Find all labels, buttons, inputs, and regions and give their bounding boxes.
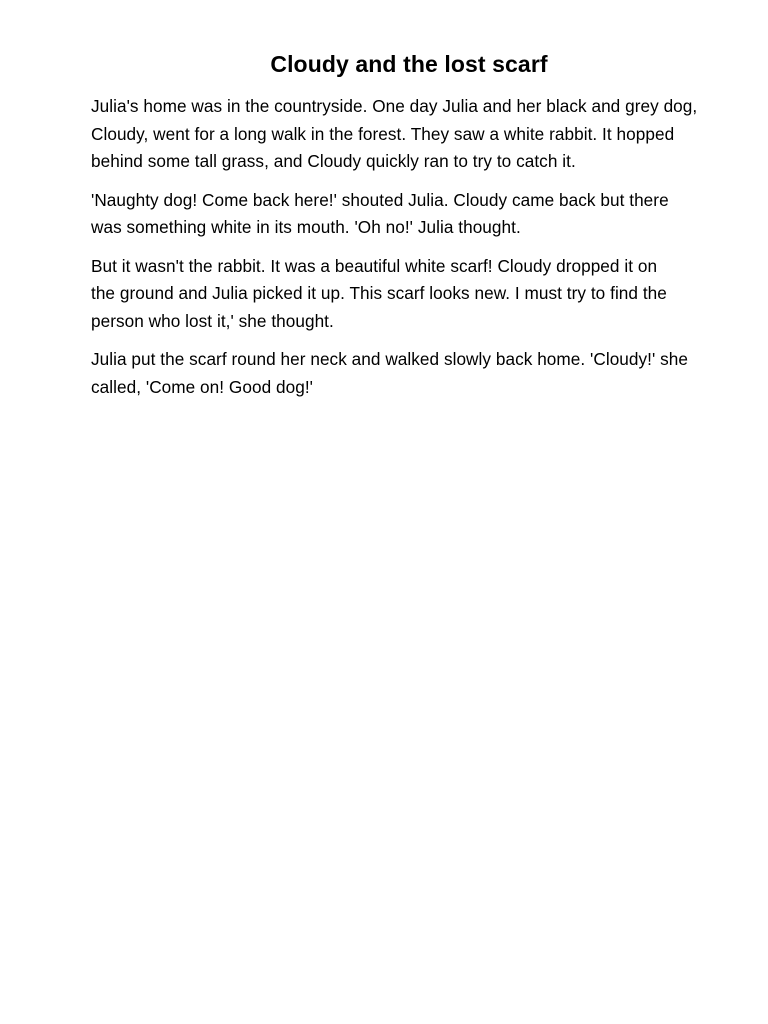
- paragraph-line: 'Naughty dog! Come back here!' shouted Julia. Cloudy came back but there: [91, 189, 669, 210]
- paragraph-line: person who lost it,' she thought.: [91, 310, 334, 331]
- paragraph-1: [91, 93, 731, 176]
- paragraph-line: Cloudy, went for a long walk in the forest. They saw a white rabbit. It hopped: [91, 123, 675, 144]
- paragraph-line: the ground and Julia picked it up. This scarf looks new. I must try to find the: [91, 283, 667, 303]
- paragraph-2: [91, 187, 731, 242]
- paragraph-line: Julia's home was in the countryside. One day Julia and her black and grey dog,: [91, 96, 698, 116]
- paragraph-line: called, 'Come on! Good dog!': [91, 376, 313, 397]
- story-body: [91, 93, 731, 412]
- paragraph-line: behind some tall grass, and Cloudy quickly ran to try to catch it.: [91, 151, 576, 171]
- paragraph-line: was something white in its mouth. 'Oh no!' Julia thought.: [91, 217, 521, 237]
- paragraph-line: Julia put the scarf round her neck and walked slowly back home. 'Cloudy!' she: [91, 349, 689, 369]
- paragraph-3: [91, 253, 731, 336]
- paragraph-4: [91, 346, 731, 401]
- page-title: Cloudy and the lost scarf: [270, 51, 548, 77]
- paragraph-line: But it wasn't the rabbit. It was a beautiful white scarf! Cloudy dropped it on: [91, 255, 658, 276]
